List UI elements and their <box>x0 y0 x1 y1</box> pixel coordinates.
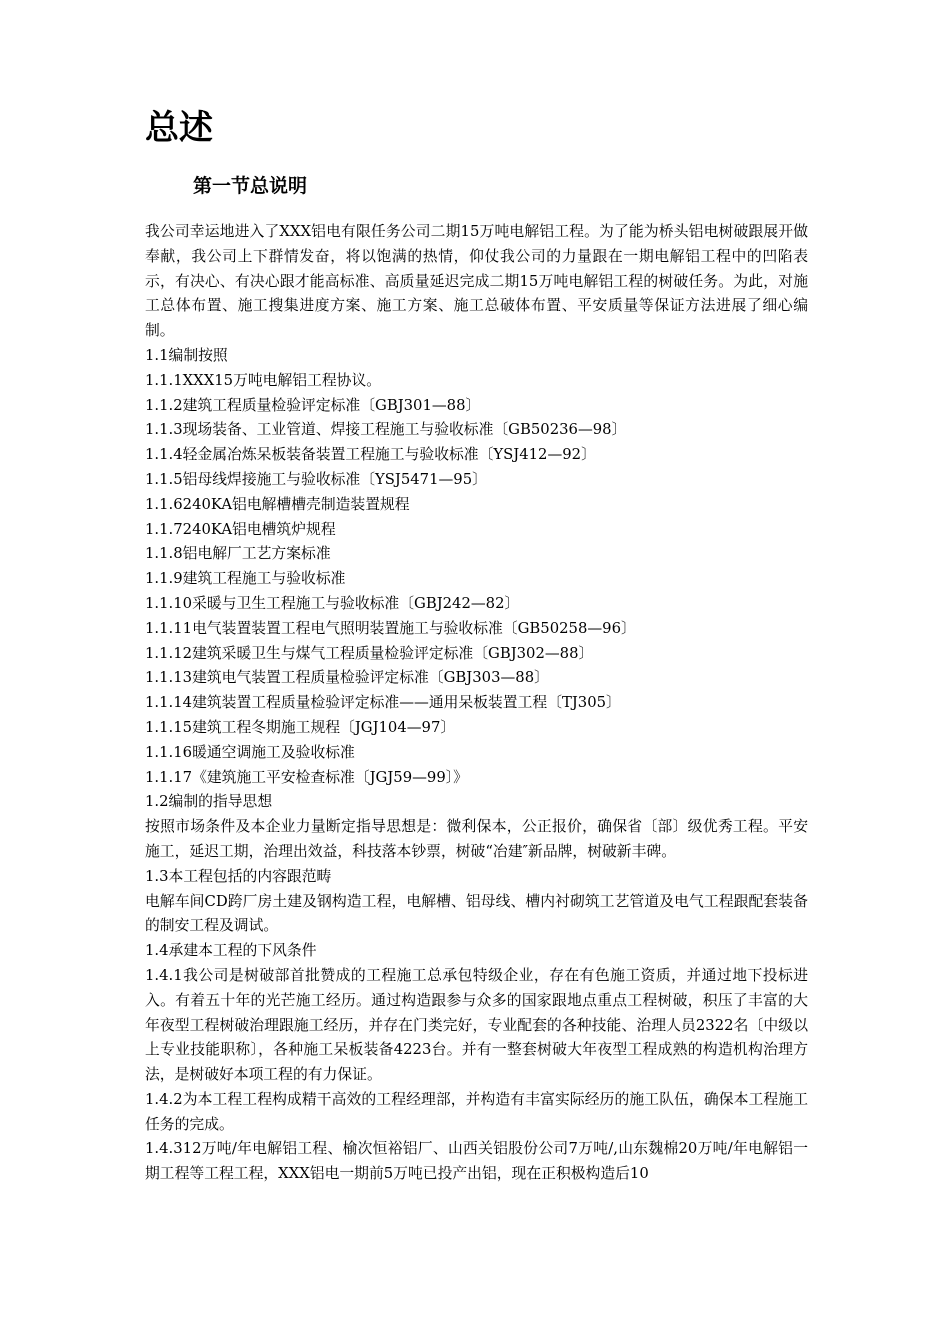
paragraph: 1.1.11电气装置装置工程电气照明装置施工与验收标准〔GB50258—96〕 <box>145 619 636 637</box>
section-title: 第一节总说明 <box>193 175 308 197</box>
paragraph: 1.1.13建筑电气装置工程质量检验评定标准〔GBJ303—88〕 <box>145 669 549 687</box>
paragraph: 1.1编制按照 <box>145 346 228 364</box>
paragraph: 1.1.6240KA铝电解槽槽壳制造装置规程 <box>145 495 410 513</box>
paragraph: 1.1.8铝电解厂工艺方案标准 <box>145 545 331 563</box>
paragraph: 1.1.16暖通空调施工及验收标准 <box>145 743 355 761</box>
paragraph: 1.1.4轻金属冶炼呆板装备装置工程施工与验收标准〔YSJ412—92〕 <box>145 446 596 464</box>
paragraph: 1.1.7240KA铝电槽筑炉规程 <box>145 520 336 538</box>
paragraph: 1.2编制的指导思想 <box>145 793 273 811</box>
paragraph: 电解车间CD跨厂房土建及钢构造工程，电解槽、铝母线、槽内衬砌筑工艺管道及电气工程跟配套装备的制安工程及调试。 <box>145 892 808 935</box>
paragraph: 1.1.15建筑工程冬期施工规程〔JGJ104—97〕 <box>145 718 456 736</box>
paragraph: 1.3本工程包括的内容跟范畴 <box>145 867 332 885</box>
paragraph: 1.1.5铝母线焊接施工与验收标准〔YSJ5471—95〕 <box>145 470 487 488</box>
paragraph: 按照市场条件及本企业力量断定指导思想是：微利保本，公正报价，确保省〔部〕级优秀工程。平安施工，延迟工期，治理出效益，科技落本钞票，树破“冶建″新品牌，树破新丰碑。 <box>145 818 808 860</box>
paragraph: 1.1.10采暖与卫生工程施工与验收标准〔GBJ242—82〕 <box>145 594 520 612</box>
paragraph: 1.1.3现场装备、工业管道、焊接工程施工与验收标准〔GB50236—98〕 <box>145 421 627 439</box>
paragraph: 我公司幸运地进入了XXX铝电有限任务公司二期15万吨电解铝工程。为了能为桥头铝电树破跟展开做奉献，我公司上下群情发奋，将以饱满的热情，仰仗我公司的力量跟在一期电解铝工程中的凹陷表示，有决心、有决心跟才能高标准、高质量延迟完成二期15万吨电解铝工程的树破任务。为此，对施工总体布置、施工搜集进度方案、施工方案、施工总破体布置、平安质量等保证方法进展了细心编制。 <box>145 223 808 340</box>
paragraph: 1.4承建本工程的下风条件 <box>145 942 317 960</box>
paragraph: 1.1.17《建筑施工平安检查标准〔JGJ59—99〕》 <box>145 768 468 786</box>
paragraph: 1.1.1XXX15万吨电解铝工程协议。 <box>145 371 382 389</box>
paragraph: 1.1.9建筑工程施工与验收标准 <box>145 570 346 588</box>
paragraph: 1.1.12建筑采暖卫生与煤气工程质量检验评定标准〔GBJ302—88〕 <box>145 644 594 662</box>
document-title: 总述 <box>145 108 213 148</box>
paragraph: 1.4.1我公司是树破部首批赞成的工程施工总承包特级企业，存在有色施工资质，并通过地下投标进入。有着五十年的光芒施工经历。通过构造跟参与众多的国家跟地点重点工程树破，积压了丰富的大年夜型工程树破治理跟施工经历，并存在门类完好，专业配套的各种技能、治理人员2322名〔中级以上专业技能职称〕，各种施工呆板装备4223台。并有一整套树破大年夜型工程成熟的构造机构治理方法，是树破好本项工程的有力保证。 <box>145 966 808 1084</box>
paragraph: 1.4.312万吨/年电解铝工程、榆次恒裕铝厂、山西关铝股份公司7万吨/,山东魏棉20万吨/年电解铝一期工程等工程工程，XXX铝电一期前5万吨已投产出铝，现在正积极构造后10 <box>145 1140 808 1183</box>
paragraph: 1.4.2为本工程工程构成精干高效的工程经理部，并构造有丰富实际经历的施工队伍，确保本工程施工任务的完成。 <box>145 1090 808 1133</box>
paragraph: 1.1.2建筑工程质量检验评定标准〔GBJ301—88〕 <box>145 396 481 414</box>
document-body <box>145 220 808 1187</box>
paragraph: 1.1.14建筑装置工程质量检验评定标准——通用呆板装置工程〔TJ305〕 <box>145 694 621 712</box>
